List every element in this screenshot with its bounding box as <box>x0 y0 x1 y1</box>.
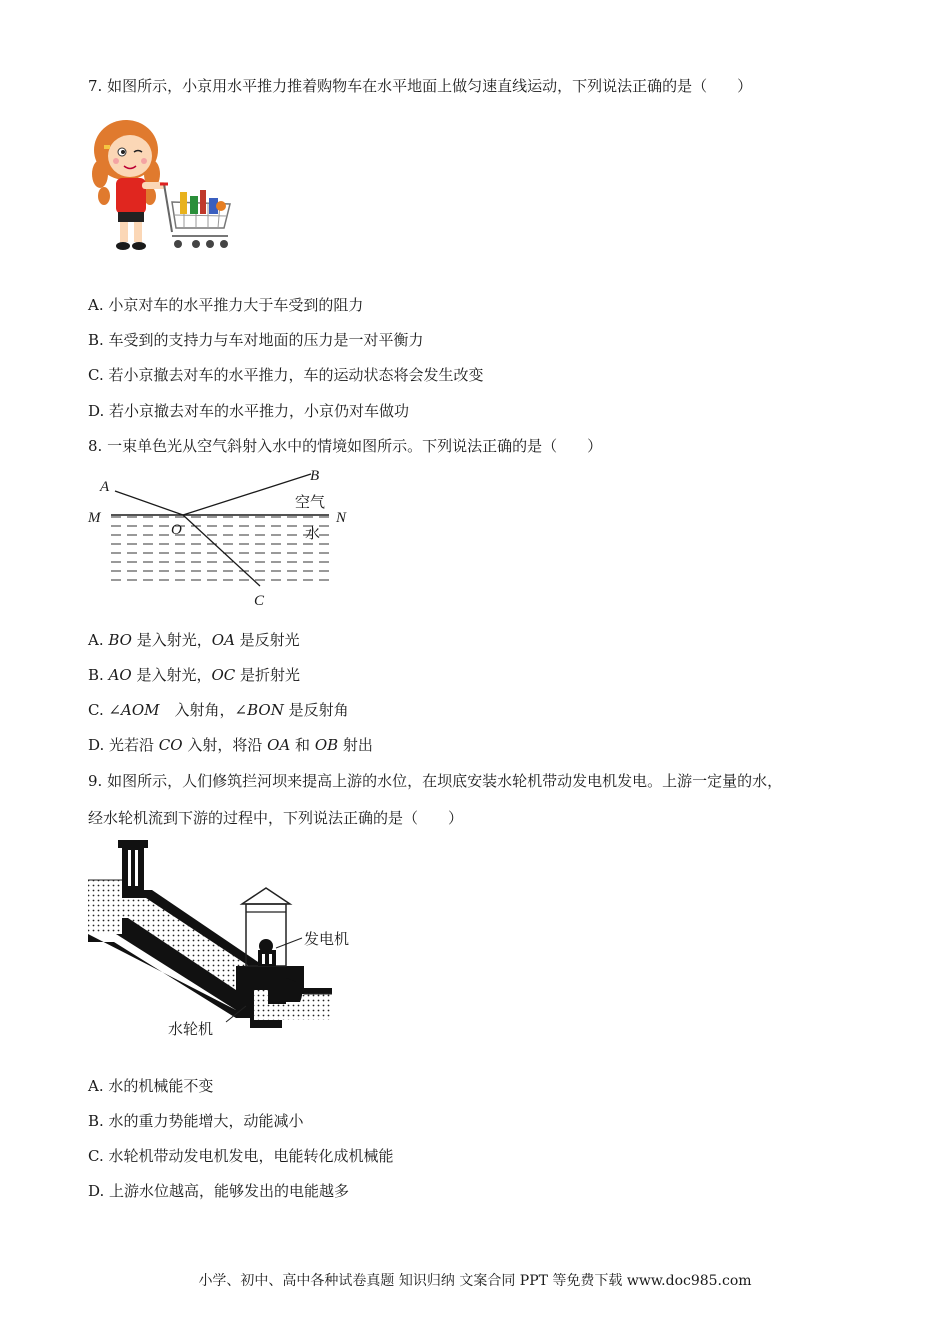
option-d-text-1: 入射，将沿 <box>182 736 268 754</box>
q9-option-b: B. 水的重力势能增大，动能减小 <box>88 1112 304 1130</box>
option-c-angle-2: BON <box>247 701 284 719</box>
option-d-ray-1: CO <box>158 736 183 754</box>
option-c-text-2: 是反射角 <box>283 701 349 719</box>
label-turbine: 水轮机 <box>168 1020 214 1038</box>
label-a: A <box>100 479 110 495</box>
q9-stem-line-1: 9. 如图所示，人们修筑拦河坝来提高上游的水位，在坝底安装水轮机带动发电机发电。上游一定量的水， <box>88 772 783 790</box>
q8-option-b <box>88 664 300 686</box>
q8-option-d <box>88 734 373 756</box>
q8-option-c <box>88 699 349 721</box>
label-c: C <box>254 593 265 609</box>
ray-ob <box>183 474 311 515</box>
q7-option-b: B. 车受到的支持力与车对地面的压力是一对平衡力 <box>88 331 424 349</box>
option-a-ray-2: OA <box>211 631 235 649</box>
label-b: B <box>310 468 320 484</box>
q8-option-a <box>88 629 300 651</box>
q8-stem: 8. 一束单色光从空气斜射入水中的情境如图所示。下列说法正确的是（ ） <box>88 437 603 455</box>
option-a-text-2: 是反射光 <box>234 631 300 649</box>
light-refraction-diagram <box>85 462 365 612</box>
q7-option-d: D. 若小京撤去对车的水平推力，小京仍对车做功 <box>88 402 410 420</box>
q7-option-c: C. 若小京撤去对车的水平推力，车的运动状态将会发生改变 <box>88 366 484 384</box>
dam-hydropower-diagram <box>86 838 376 1043</box>
option-c-text-1: 入射角，∠ <box>159 701 248 719</box>
option-c-prefix: C. ∠ <box>88 701 122 719</box>
option-c-angle-1: AOM <box>121 701 160 719</box>
option-d-ray-3: OB <box>314 736 339 754</box>
label-m: M <box>88 510 101 526</box>
generator <box>258 950 276 966</box>
option-b-text-1: 是入射光， <box>131 666 212 684</box>
q9-option-a: A. 水的机械能不变 <box>88 1077 214 1095</box>
option-b-text-2: 是折射光 <box>235 666 301 684</box>
label-water: 水 <box>305 524 321 542</box>
option-b-prefix: B. <box>88 666 109 684</box>
q9-stem-line-2: 经水轮机流到下游的过程中，下列说法正确的是（ ） <box>88 809 464 827</box>
q9-option-d: D. 上游水位越高，能够发出的电能越多 <box>88 1182 350 1200</box>
label-o: O <box>171 522 182 538</box>
label-n: N <box>336 510 347 526</box>
footer-watermark: 小学、初中、高中各种试卷真题 知识归纳 文案合同 PPT 等免费下载 www.doc985.com <box>198 1273 752 1289</box>
ray-ao <box>115 491 183 515</box>
option-b-ray-2: OC <box>211 666 236 684</box>
turbine-block <box>268 978 286 1004</box>
label-generator: 发电机 <box>304 930 350 948</box>
label-air: 空气 <box>295 493 326 511</box>
option-d-text-3: 射出 <box>338 736 373 754</box>
girl-shopping-cart-illustration <box>88 112 238 257</box>
option-b-ray-1: AO <box>108 666 132 684</box>
option-d-ray-2: OA <box>267 736 291 754</box>
q7-stem: 7. 如图所示，小京用水平推力推着购物车在水平地面上做匀速直线运动，下列说法正确的是（ ） <box>88 77 753 95</box>
q7-option-a: A. 小京对车的水平推力大于车受到的阻力 <box>88 296 364 314</box>
option-d-text-2: 和 <box>290 736 315 754</box>
intake-tower <box>122 846 144 894</box>
option-d-prefix: D. 光若沿 <box>88 736 159 754</box>
option-a-ray-1: BO <box>108 631 132 649</box>
upstream-water <box>88 880 122 934</box>
q9-option-c: C. 水轮机带动发电机发电，电能转化成机械能 <box>88 1147 394 1165</box>
option-a-text-1: 是入射光， <box>131 631 212 649</box>
option-a-prefix: A. <box>88 631 109 649</box>
